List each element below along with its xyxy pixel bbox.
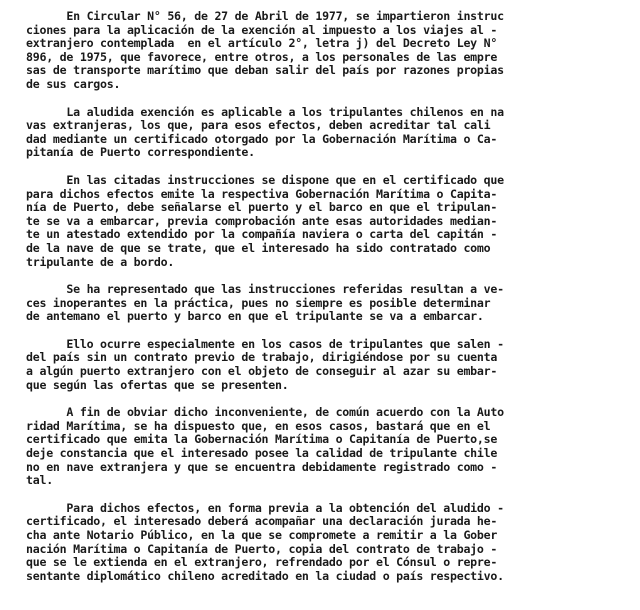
text-line: La aludida exención es aplicable a los tripulantes chilenos en na	[26, 105, 504, 119]
text-line: sentante diplomático chileno acreditado en la ciudad o país respectivo.	[26, 569, 504, 583]
text-line: certificado, el interesado deberá acompañar una declaración jurada he-	[26, 515, 498, 529]
text-line: del país sin un contrato previo de trabajo, dirigiéndose por su cuenta	[26, 351, 498, 365]
paragraph-4	[26, 283, 626, 324]
text-line: A fin de obviar dicho inconveniente, de común acuerdo con la Auto	[26, 406, 504, 420]
paragraph-5	[26, 338, 626, 392]
text-line: deje constancia que el interesado posee la calidad de tripulante chile	[26, 447, 498, 461]
text-line: vas extranjeras, los que, para esos efectos, deben acreditar tal cali	[26, 119, 491, 133]
text-line: ciones para la aplicación de la exención al impuesto a los viajes al -	[26, 23, 498, 37]
text-line: a algún puerto extranjero con el objeto de conseguir al azar su embar-	[26, 365, 498, 379]
text-line: ridad Marítima, se ha dispuesto que, en esos casos, bastará que en el	[26, 419, 491, 433]
text-line: Ello ocurre especialmente en los casos de tripulantes que salen -	[26, 337, 504, 351]
text-line: que según las ofertas que se presenten.	[26, 378, 289, 392]
text-line: nación Marítima o Capitanía de Puerto, copia del contrato de trabajo -	[26, 542, 498, 556]
text-line: de sus cargos.	[26, 77, 121, 91]
text-line: pitanía de Puerto correspondiente.	[26, 146, 255, 160]
paragraph-1	[26, 10, 626, 92]
text-line: Para dichos efectos, en forma previa a la obtención del aludido -	[26, 501, 504, 515]
text-line: En Circular N° 56, de 27 de Abril de 1977, se impartieron instruc	[26, 10, 504, 23]
paragraph-6	[26, 406, 626, 488]
text-line: nía de Puerto, debe señalarse el puerto y el barco en que el tripulan-	[26, 201, 498, 215]
text-line: te se va a embarcar, previa comprobación ante esas autoridades median-	[26, 214, 498, 228]
text-line: tripulante de a bordo.	[26, 255, 175, 269]
text-line: certificado que emita la Gobernación Marítima o Capitanía de Puerto,se	[26, 433, 498, 447]
text-line: extranjero contemplada en el artículo 2°, letra j) del Decreto Ley N°	[26, 37, 498, 51]
text-line: ces inoperantes en la práctica, pues no siempre es posible determinar	[26, 296, 491, 310]
text-line: 896, de 1975, que favorece, entre otros, a los personales de las empre	[26, 50, 498, 64]
text-line: de antemano el puerto y barco en que el tripulante se va a embarcar.	[26, 310, 484, 324]
text-line: tal.	[26, 474, 53, 488]
text-line: que se le extienda en el extranjero, refrendado por el Cónsul o repre-	[26, 556, 498, 570]
text-line: te un atestado extendido por la compañía naviera o carta del capitán -	[26, 228, 498, 242]
text-line: de la nave de que se trate, que el interesado ha sido contratado como	[26, 241, 491, 255]
text-line: no en nave extranjera y que se encuentra debidamente registrado como -	[26, 460, 498, 474]
text-line: cha ante Notario Público, en la que se compromete a remitir a la Gober	[26, 529, 498, 542]
text-line: sas de transporte marítimo que deban salir del país por razones propias	[26, 64, 504, 78]
paragraph-3	[26, 174, 626, 269]
text-line: Se ha representado que las instrucciones referidas resultan a ve-	[26, 283, 504, 297]
paragraph-7	[26, 502, 626, 584]
text-line: En las citadas instrucciones se dispone que en el certificado que	[26, 173, 504, 187]
paragraph-2	[26, 106, 626, 160]
text-line: para dichos efectos emite la respectiva Gobernación Marítima o Capita-	[26, 187, 498, 201]
text-line: dad mediante un certificado otorgado por la Gobernación Marítima o Ca-	[26, 132, 498, 146]
